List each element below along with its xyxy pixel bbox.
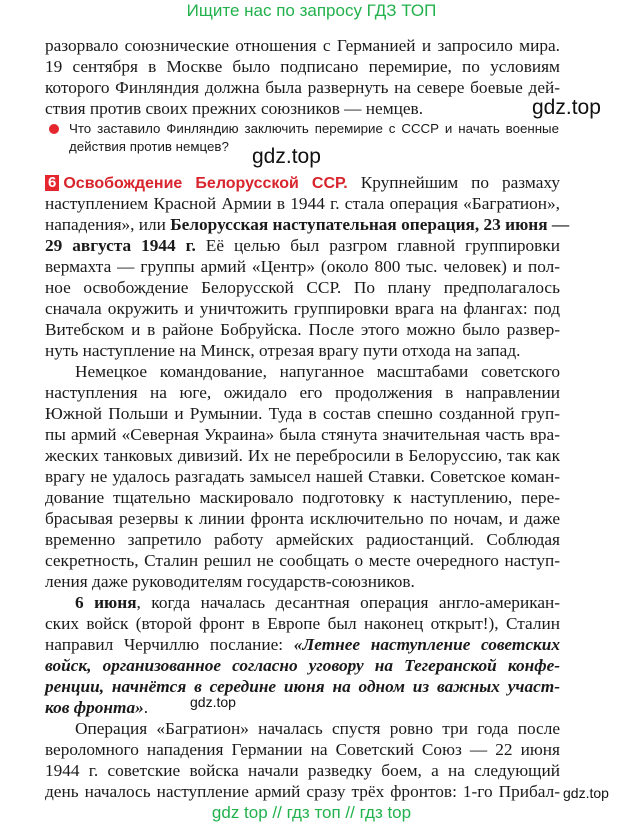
question-line: действия против немцев? bbox=[69, 139, 229, 154]
question-bullet-icon bbox=[49, 124, 59, 134]
text-line: Операция «Багратион» началась спустя ровно три года после bbox=[75, 719, 560, 738]
quote-line bbox=[45, 677, 560, 697]
text-fragment: нападения», или bbox=[45, 215, 171, 234]
quote-text: «Летнее наступление советских bbox=[293, 635, 560, 654]
quote-text: ренции, начнётся в середине июня на одном из важных участ- bbox=[45, 677, 560, 696]
text-line: Южной Польши и Румынии. Туда в состав спешно созданной груп- bbox=[45, 404, 560, 423]
text-line: нуть наступление на Минск, отрезая врагу пути отхода на запад. bbox=[45, 341, 521, 360]
date-highlight: 6 июня bbox=[75, 593, 137, 612]
section-heading-line bbox=[45, 173, 560, 194]
question-line: Что заставило Финляндию заключить перемирие с СССР и начать военные bbox=[69, 121, 559, 136]
quote-line bbox=[45, 698, 148, 718]
text-line: разорвало союзнические отношения с Германией и запросило мира. bbox=[45, 36, 560, 55]
text-line: ное освобождение Белорусской ССР. По плану предполагалось bbox=[45, 278, 560, 297]
section-number: 6 bbox=[45, 175, 59, 191]
operation-dates: 29 августа 1944 г. bbox=[45, 236, 196, 255]
text-line: сначала окружить и уничтожить группировки врага на флангах: под bbox=[45, 299, 560, 318]
text-line bbox=[45, 215, 570, 235]
top-banner: Ищите нас по запросу ГДЗ ТОП bbox=[186, 1, 437, 20]
footer-banner: gdz top // гдз топ // гдз top bbox=[211, 803, 412, 822]
watermark: gdz.top bbox=[190, 694, 236, 710]
text-line: которого Финляндия должна была развернуть на севере боевые дей- bbox=[45, 78, 560, 97]
section-title: Освобождение Белорусской ССР. bbox=[63, 175, 348, 192]
watermark: gdz.top bbox=[563, 785, 609, 801]
text-line bbox=[45, 635, 560, 655]
text-fragment: . bbox=[143, 698, 149, 717]
text-line: секретность, Сталин решил не сообщать о месте очередного наступ- bbox=[45, 551, 560, 570]
text-line: Немецкое командование, напуганное масштабами советского bbox=[75, 362, 560, 381]
text-line: врагу не удалось разгадать замысел нашей Ставки. Советское коман- bbox=[45, 467, 560, 486]
text-line: пы армий «Северная Украина» была стянута значительная часть вра- bbox=[45, 425, 560, 444]
quote-line bbox=[45, 656, 560, 676]
text-line: жеских танковых дивизий. Их не перебросили в Белоруссию, так как bbox=[45, 446, 560, 465]
text-fragment: , когда началась десантная операция англо-американ- bbox=[136, 593, 560, 612]
text-line: брасывая резервы к линии фронта исключительно по ночам, и даже bbox=[45, 509, 560, 528]
text-line: вермахта — группы армий «Центр» (около 800 тыс. человек) и пол- bbox=[45, 257, 560, 276]
text-line: Витебском и в районе Бобруйска. После этого можно было развер- bbox=[45, 320, 560, 339]
text-line bbox=[45, 236, 560, 256]
quote-text: войск, организованное согласно уговору на Тегеранской конфе- bbox=[45, 656, 560, 675]
quote-text: ков фронта» bbox=[45, 698, 144, 717]
text-line bbox=[75, 593, 560, 613]
watermark: gdz.top bbox=[532, 96, 601, 119]
text-line: наступления на юге, ожидало его продолжения в направлении bbox=[45, 383, 560, 402]
text-line: дование тщательно маскировало подготовку к наступлению, пере- bbox=[45, 488, 560, 507]
text-line: 1944 г. советские войска начали разведку боем, а на следующий bbox=[45, 761, 560, 780]
text-line: вероломного нападения Германии на Советский Союз — 22 июня bbox=[45, 740, 560, 759]
text-fragment: Её целью был разгром главной группировки bbox=[195, 236, 560, 255]
text-line: временно запретило работу армейских радиостанций. Соблюдая bbox=[45, 530, 560, 549]
text-line: ления даже руководителям государств-союзников. bbox=[45, 572, 415, 591]
text-line: ских войск (второй фронт в Европе был наконец открыт!), Сталин bbox=[45, 614, 560, 633]
text-fragment: направил Черчиллю послание: bbox=[45, 635, 294, 654]
operation-name: Белорусская наступательная операция, 23 июня — bbox=[170, 215, 570, 234]
text-line: ствия против своих прежних союзников — немцев. bbox=[45, 99, 424, 118]
text-fragment: Крупнейшим по размаху bbox=[347, 173, 561, 192]
text-line: наступлением Красной Армии в 1944 г. стала операция «Багратион», bbox=[45, 194, 560, 213]
text-line: день началось наступление армий сразу трёх фронтов: 1-го Прибал- bbox=[45, 782, 560, 801]
watermark: gdz.top bbox=[252, 145, 321, 168]
text-line: 19 сентября в Москве было подписано перемирие, по условиям bbox=[45, 57, 560, 76]
